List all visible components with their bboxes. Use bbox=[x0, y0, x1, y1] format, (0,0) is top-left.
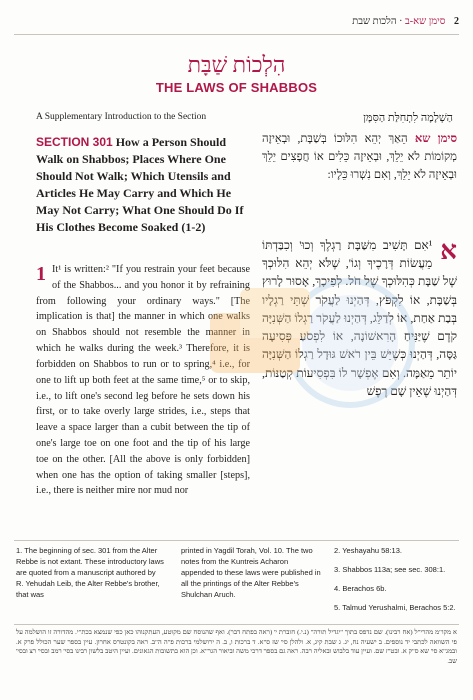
hebrew-subtitle: הַשְׁלָמָה לִתְחִלַּת הַסִּמָּן bbox=[363, 112, 453, 124]
footnote-item: 5. Talmud Yerushalmi, Berachos 5:2. bbox=[334, 602, 456, 612]
hebrew-section-title: הֵאַךְ יְהֵא הִלּוּכוֹ בְּשַׁבָּת, וּבְאֵיזֶה מְקוֹמוֹת לֹא יֵלֵךְ, וּבְאֵיזֶה כֵּלִים אוֹ חֲפָצִים יֵלֵךְ וּבְאֵיזֶה לֹא יֵלֵךְ, וְאִם נִשְׁרוּ כֵּלָיו: bbox=[262, 133, 457, 182]
hebrew-paragraph bbox=[262, 236, 457, 400]
hebrew-source-notes: א מקו"מ מהרי"ל (אח רבינו). שם נדפס בתוך "יגדיל תורה" (נ.י.) חוברת י' (ראה בפתח דבר). ואף שהנוסח שם מקוטע, העתקנוהו כאן כפי שנמצא בכת"י. מהדורה זו הושלמה על פי השוואה לכתבי יד נוספים. ב ישעיה נח, יג. ג שבת קיג, א. ולהלן סי' שז ס"א. ד ברכות ו, ב. ה ירושלמי ברכות פ"ה ה"ב. ראה בקונטרס אחרון. עיין בספר שער הכולל פרק א. ובמג"א סי' שא ס"ק א. ובט"ז שם. ועיין עוד בלבוש ובאליה רבה. ראה גם בספר דרכי משה וביאור הגר"א. וכן הוא בתשובות הגאונים. ועיין היטב בלשון רבינו בסי' רמב ובסי' רצ ובסי' שב. bbox=[16, 629, 457, 665]
running-head-title: הלכות שבת bbox=[352, 16, 397, 27]
footnote-divider bbox=[14, 540, 459, 541]
english-section-title: How a Person Should Walk on Shabbos; Places Where One Should Not Walk; Which Utensils and Articles He May Carry and Which He May Not Carry; What One Should Do If His Clothes Become Soaked (1-2) bbox=[36, 135, 244, 235]
running-head-hebrew: 2 סימן שא-ב · הלכות שבת bbox=[352, 16, 459, 27]
hebrew-section-label: סימן שא bbox=[414, 133, 457, 145]
english-title: THE LAWS OF SHABBOS bbox=[155, 80, 318, 95]
english-section-label: SECTION 301 bbox=[36, 135, 113, 149]
footnote-item: 2. Yeshayahu 58:13. bbox=[334, 546, 402, 555]
english-paragraph-text: It¹ is written:² "If you restrain your feet because of the Shabbos... and you honor it by refraining from following your ordinary ways." [The implication is that] the manner in which one walks on Shabbos should not resemble the manner in which he walks during the week.³ Therefore, it is forbidden on Shabbos to run or to spring,⁴ i.e., for one to lift up both feet at the same time,⁵ or to skip, i.e., to lift one's second leg before he sets down his first, or to take overly large strides, i.e., steps that leave a space larger than a cubit between the tip of one's large toe on one foot and the tip of his large toe on the other. [All the above is only forbidden] when one has the option of taking smaller [steps], i.e., there is neither mire nor mud nor bbox=[36, 264, 250, 497]
footnote-column-1: 1. The beginning of sec. 301 from the Alter Rebbe is not extant. These introductory laws are quoted from a manuscript authored by R. Yehudah Leib, the Alter Rebbe's brother, that was bbox=[16, 546, 164, 599]
header-divider bbox=[14, 34, 459, 35]
english-section-heading bbox=[36, 134, 250, 236]
paragraph-number: 1 bbox=[36, 263, 46, 285]
hebrew-section-heading bbox=[262, 130, 457, 184]
hebrew-notes-divider bbox=[14, 624, 459, 625]
footnote-item: 4. Berachos 6b. bbox=[334, 583, 387, 593]
hebrew-title: הִלְכוֹת שַׁבָּת bbox=[187, 52, 286, 77]
hebrew-paragraph-text: ¹אִם תָּשִׁיב מִשַּׁבָּת רַגְלֶךָ וְכוּ' וְכִבַּדְתּוֹ מֵעֲשׂוֹת דְּרָכֶיךָ וְגוֹ', שֶׁלֹּא יְהֵא הִלּוּכְךָ שֶׁל שַׁבָּת כְּהִלּוּכְךָ שֶׁל חֹל. לְפִיכָךְ, אָסוּר לָרוּץ בְּשַׁבָּת, אוֹ לִקְפֹּץ, דְּהַיְנוּ לַעֲקֹר שְׁתֵּי רַגְלָיו בְּבַת אַחַת, אוֹ לְדַלֵּג, דְּהַיְנוּ לַעֲקֹר רַגְלוֹ הַשְּׁנִיָּה קֹדֶם שֶׁיַּנִּיחַ הָרִאשׁוֹנָה, אוֹ לִפְסֹעַ פְּסִיעָה גַּסָּה, דְּהַיְנוּ כְּשֶׁיֵּשׁ בֵּין רֹאשׁ גּוּדָל רַגְלוֹ הַשְּׁנִיָּה יוֹתֵר מֵאַמָּה. וְאִם אֶפְשָׁר לוֹ בִּפְסִיעוֹת קְטַנּוֹת, דְּהַיְנוּ שֶׁאֵין שָׁם רֶפֶשׁ bbox=[262, 238, 457, 398]
running-head bbox=[14, 16, 459, 30]
page-number: 2 bbox=[454, 16, 459, 27]
footnote-column-3 bbox=[334, 546, 464, 622]
english-subtitle: A Supplementary Introduction to the Section bbox=[36, 112, 207, 122]
english-paragraph bbox=[36, 262, 250, 499]
hebrew-paragraph-letter: א bbox=[440, 236, 457, 265]
footnote-column-2: printed in Yagdil Torah, Vol. 10. The two notes from the Kuntreis Acharon appended to these laws were published in all the printings of the Alter Rebbe's Shulchan Aruch. bbox=[181, 546, 321, 599]
footnote-item: 3. Shabbos 113a; see sec. 308:1. bbox=[334, 564, 446, 574]
section-range: סימן שא-ב bbox=[404, 16, 446, 27]
